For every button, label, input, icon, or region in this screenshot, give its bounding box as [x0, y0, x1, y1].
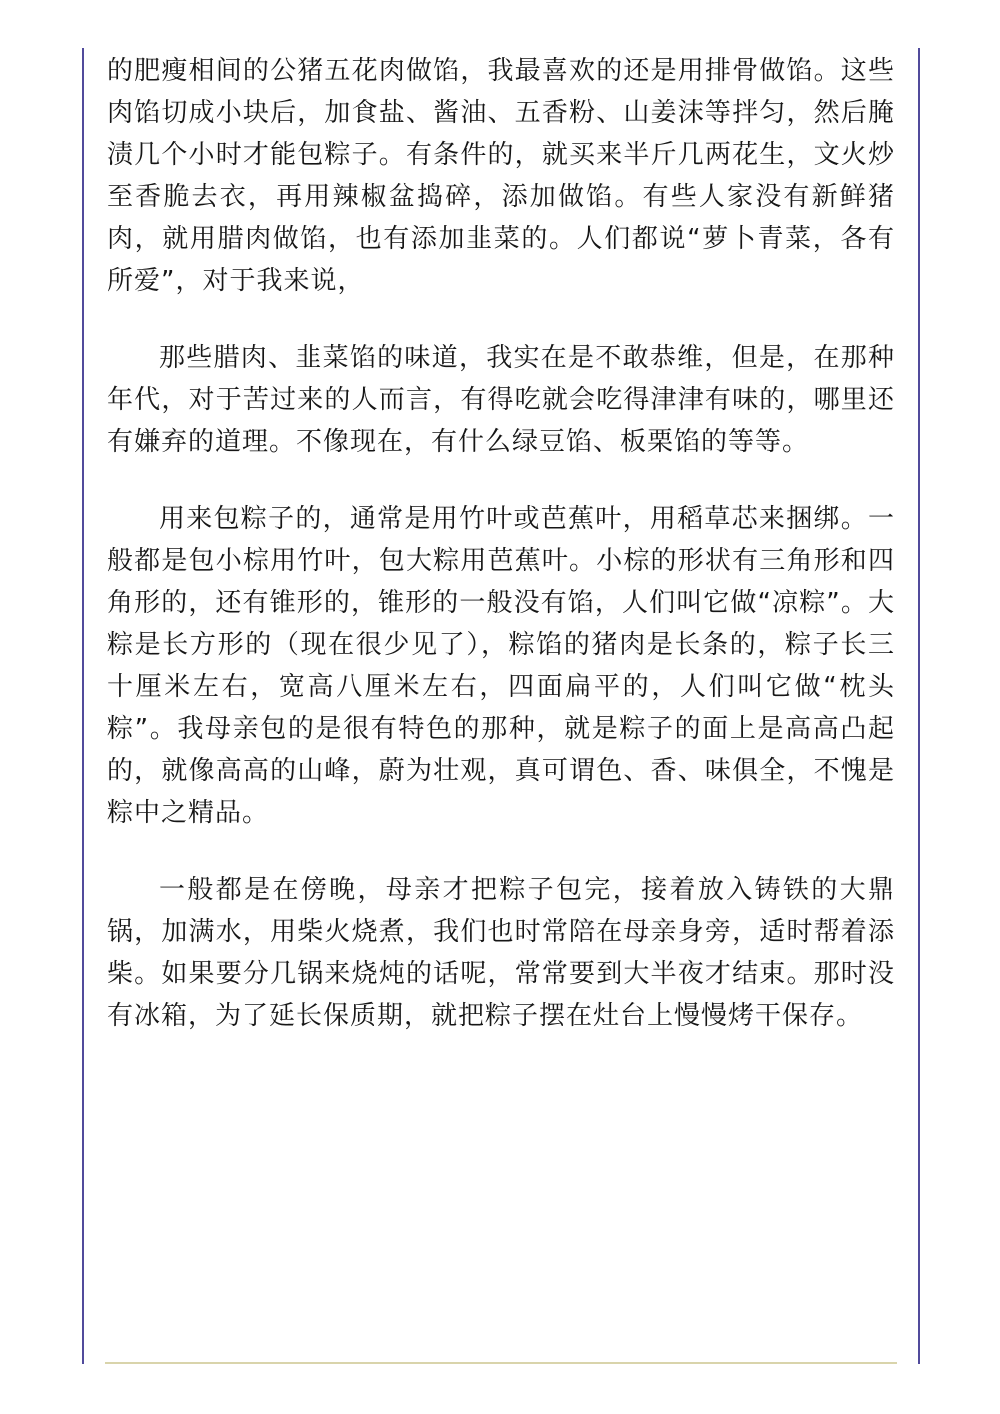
document-body	[84, 48, 918, 1037]
paragraph: 的肥瘦相间的公猪五花肉做馅，我最喜欢的还是用排骨做馅。这些肉馅切成小块后，加食盐、酱油、五香粉、山姜沫等拌匀，然后腌渍几个小时才能包粽子。有条件的，就买来半斤几两花生，文火炒至香脆去衣，再用辣椒盆捣碎，添加做馅。有些人家没有新鲜猪肉，就用腊肉做馅，也有添加韭菜的。人们都说“萝卜青菜，各有所爱”，对于我来说，	[107, 56, 895, 296]
paragraph: 用来包粽子的，通常是用竹叶或芭蕉叶，用稻草芯来捆绑。一般都是包小棕用竹叶，包大粽用芭蕉叶。小棕的形状有三角形和四角形的，还有锥形的，锥形的一般没有馅，人们叫它做“凉粽”。大粽是长方形的（现在很少见了），粽馅的猪肉是长条的，粽子长三十厘米左右，宽高八厘米左右，四面扁平的，人们叫它做“枕头粽”。我母亲包的是很有特色的那种，就是粽子的面上是高高凸起的，就像高高的山峰，蔚为壮观，真可谓色、香、味俱全，不愧是粽中之精品。	[107, 504, 895, 828]
page-frame	[82, 48, 920, 1364]
paragraph: 那些腊肉、韭菜馅的味道，我实在是不敢恭维，但是，在那种年代，对于苦过来的人而言，有得吃就会吃得津津有味的，哪里还有嫌弃的道理。不像现在，有什么绿豆馅、板栗馅的等等。	[107, 343, 895, 457]
footer-divider	[105, 1362, 897, 1364]
paragraph: 一般都是在傍晚，母亲才把粽子包完，接着放入铸铁的大鼎锅，加满水，用柴火烧煮，我们也时常陪在母亲身旁，适时帮着添柴。如果要分几锅来烧炖的话呢，常常要到大半夜才结束。那时没有冰箱，为了延长保质期，就把粽子摆在灶台上慢慢烤干保存。	[107, 875, 895, 1031]
